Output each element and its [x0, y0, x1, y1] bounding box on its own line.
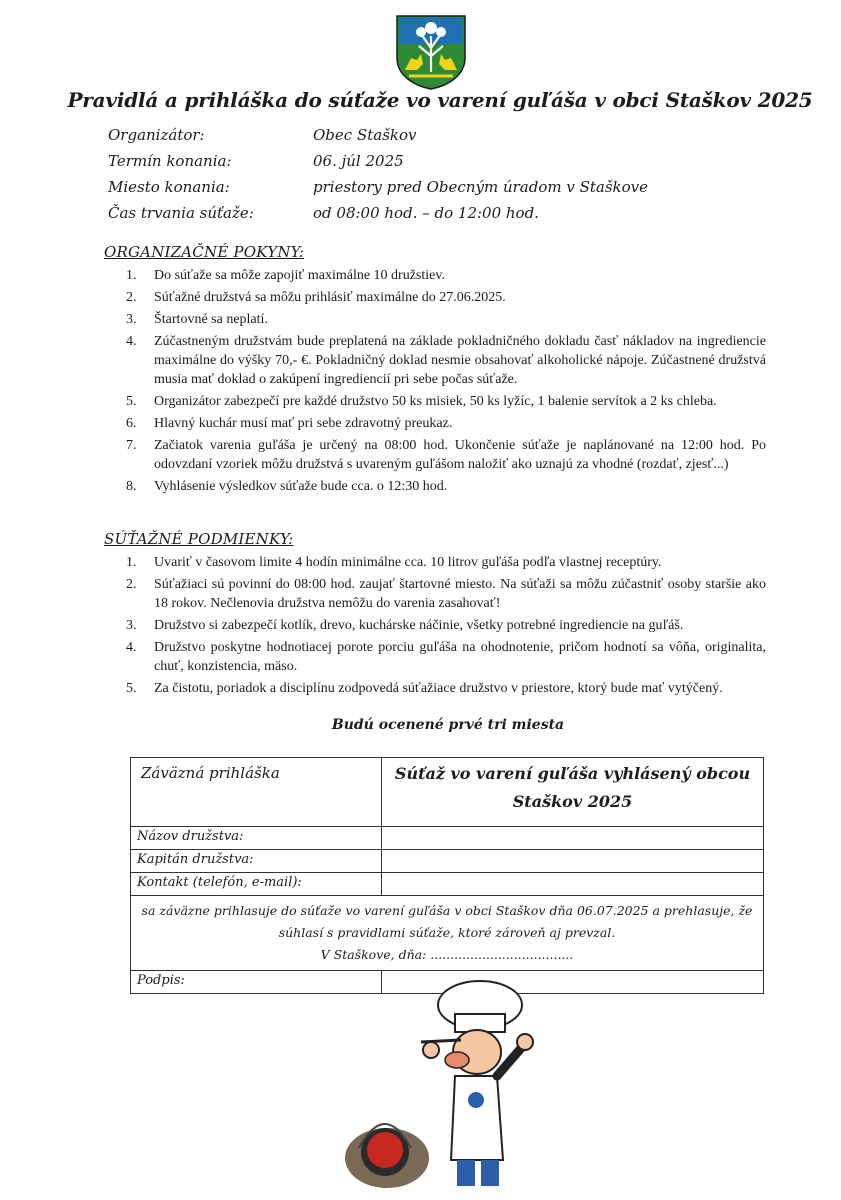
item-text: Štartovné sa neplatí. [154, 312, 268, 327]
list-item [126, 553, 766, 572]
info-label: Miesto konania: [108, 178, 230, 196]
conditions-list [126, 553, 766, 701]
declaration-line-1: sa záväzne prihlasuje do súťaže vo varení guľáša v obci Staškov dňa 06.07.2025 a prehlasuje, že [141, 903, 753, 918]
item-number: 1. [126, 555, 137, 570]
item-number: 8. [126, 479, 137, 494]
item-number: 4. [126, 640, 137, 655]
item-text: Hlavný kuchár musí mať pri sebe zdravotný preukaz. [154, 416, 453, 431]
item-number: 2. [126, 577, 137, 592]
list-item [126, 288, 766, 307]
item-number: 2. [126, 290, 137, 305]
item-number: 3. [126, 312, 137, 327]
declaration-line-2: súhlasí s pravidlami súťaže, ktoré zároveň aj prevzal. [278, 925, 616, 940]
declaration [131, 896, 764, 971]
info-value: 06. júl 2025 [313, 152, 404, 170]
info-row-organizer [108, 122, 808, 148]
captain-field[interactable] [382, 850, 764, 873]
contact-field[interactable] [382, 873, 764, 896]
list-item [126, 616, 766, 635]
item-text: Vyhlásenie výsledkov súťaže bude cca. o 12:30 hod. [154, 479, 448, 494]
list-item [126, 679, 766, 698]
item-text: Začiatok varenia guľáša je určený na 08:00 hod. Ukončenie súťaže je naplánované na 12:00 hod. Po odovzdaní vzoriek môžu družstvá s uvareným guľášom naložiť ako uznajú za vhodné (rozdať, zjesť...) [154, 438, 766, 472]
list-item [126, 477, 766, 496]
organizational-heading: ORGANIZAČNÉ POKYNY: [104, 243, 305, 261]
info-label: Čas trvania súťaže: [108, 204, 254, 222]
item-number: 1. [126, 268, 137, 283]
info-value: od 08:00 hod. – do 12:00 hod. [313, 204, 539, 222]
team-name-field[interactable] [382, 827, 764, 850]
signature-label: Podpis: [131, 971, 382, 994]
item-text: Za čistotu, poriadok a disciplínu zodpovedá súťažiace družstvo v priestore, ktorý bude mať vytýčený. [154, 681, 723, 696]
item-text: Do súťaže sa môže zapojiť maximálne 10 družstiev. [154, 268, 445, 283]
competition-title [382, 758, 764, 827]
competition-title-line-1: Súťaž vo varení guľáša vyhlásený obcou [394, 764, 751, 783]
form-row-declaration [131, 896, 764, 971]
awards-note: Budú ocenené prvé tri miesta [331, 717, 565, 733]
item-number: 5. [126, 681, 137, 696]
list-item [126, 638, 766, 676]
item-text: Organizátor zabezpečí pre každé družstvo 50 ks misiek, 50 ks lyžíc, 1 balenie servítok a 2 ks chleba. [154, 394, 717, 409]
list-item [126, 575, 766, 613]
form-title: Záväzná prihláška [131, 758, 382, 827]
registration-form [130, 757, 764, 994]
info-row-duration [108, 200, 808, 226]
item-text: Družstvo si zabezpečí kotlík, drevo, kuchárske náčinie, všetky potrebné ingrediencie na guľáš. [154, 618, 684, 633]
list-item [126, 414, 766, 433]
info-label: Organizátor: [108, 126, 205, 144]
info-label: Termín konania: [108, 152, 232, 170]
list-item [126, 392, 766, 411]
form-row-captain [131, 850, 764, 873]
form-header-row [131, 758, 764, 827]
list-item [126, 266, 766, 285]
item-number: 4. [126, 334, 137, 349]
organizational-list [126, 266, 766, 499]
list-item [126, 436, 766, 474]
item-text: Súťažiaci sú povinní do 08:00 hod. zaujať štartovné miesto. Na súťaži sa môžu zúčastniť osoby staršie ako 18 rokov. Nečlenovia družstva nemôžu do varenia zasahovať! [154, 577, 766, 611]
item-number: 5. [126, 394, 137, 409]
item-text: Zúčastneným družstvám bude preplatená na základe pokladničného dokladu časť nákladov na ingrediencie maximálne do výšky 70,- €. Pokladničný doklad nesmie obsahovať alkoholické nápoje. Zúčastnené družstvá musia mať doklad o zakúpení ingrediencií pri sebe počas súťaže. [154, 334, 766, 387]
team-name-label: Názov družstva: [131, 827, 382, 850]
captain-label: Kapitán družstva: [131, 850, 382, 873]
item-number: 7. [126, 438, 137, 453]
conditions-heading: SÚŤAŽNÉ PODMIENKY: [104, 530, 294, 548]
item-text: Družstvo poskytne hodnotiacej porote porciu guľáša na ohodnotenie, pričom hodnotí sa vôňa, originalita, chuť, konzistencia, mäso. [154, 640, 766, 674]
info-row-date [108, 148, 808, 174]
list-item [126, 332, 766, 389]
item-number: 3. [126, 618, 137, 633]
list-item [126, 310, 766, 329]
info-row-place [108, 174, 808, 200]
info-value: priestory pred Obecným úradom v Staškove [313, 178, 648, 196]
info-value: Obec Staškov [313, 126, 417, 144]
place-date-line: V Staškove, dňa: .................................... [320, 947, 574, 962]
chef-illustration-icon [335, 980, 540, 1195]
item-text: Súťažné družstvá sa môžu prihlásiť maximálne do 27.06.2025. [154, 290, 506, 305]
event-info [108, 122, 808, 226]
form-row-contact [131, 873, 764, 896]
page-title: Pravidlá a prihláška do súťaže vo varení guľáša v obci Staškov 2025 [67, 88, 813, 112]
item-text: Uvariť v časovom limite 4 hodín minimálne cca. 10 litrov guľáša podľa vlastnej receptúry. [154, 555, 662, 570]
contact-label: Kontakt (telefón, e-mail): [131, 873, 382, 896]
competition-title-line-2: Staškov 2025 [512, 792, 633, 811]
item-number: 6. [126, 416, 137, 431]
form-row-team-name [131, 827, 764, 850]
coat-of-arms-icon [395, 14, 467, 90]
